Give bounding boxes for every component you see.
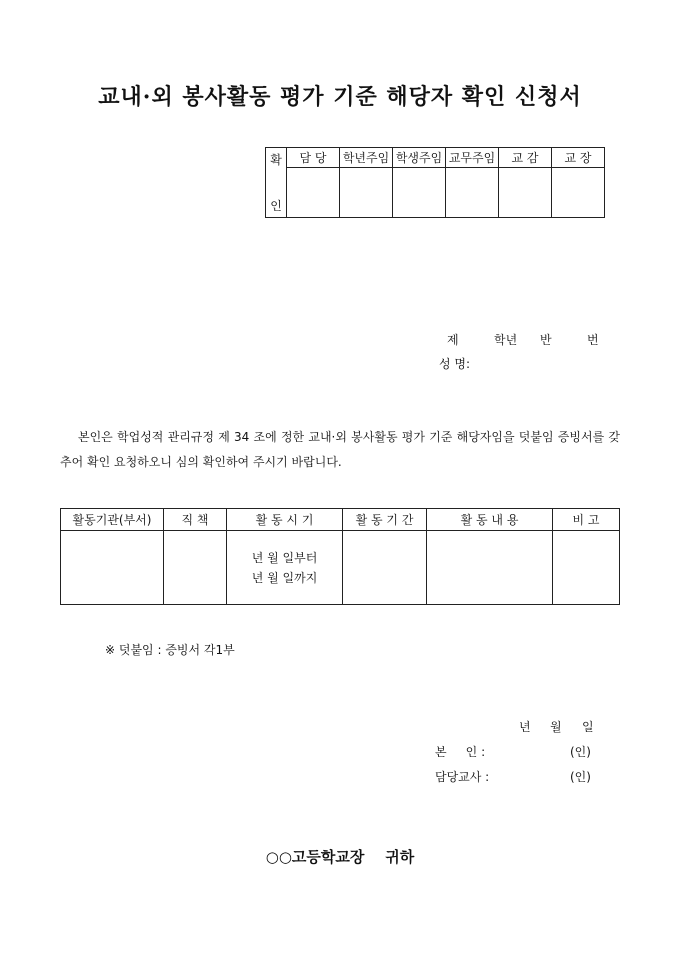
teacher-label: 담당교사 : [435,770,490,784]
approval-header-grade-head: 학년주임 [340,148,393,168]
activity-cell-org[interactable] [61,531,164,605]
period-to: 년 월 일까지 [251,570,318,585]
activity-header-content: 활 동 내 용 [427,509,553,531]
approval-sign-principal[interactable] [552,168,605,218]
activity-header-duration: 활 동 기 간 [343,509,427,531]
teacher-seal: (인) [570,770,591,784]
approval-header-student-head: 학생주임 [393,148,446,168]
applicant-seal: (인) [570,745,591,759]
approval-label-top: 확 [270,153,282,167]
approval-header-academic-head: 교무주임 [446,148,499,168]
activity-cell-position[interactable] [164,531,227,605]
activity-header-period: 활 동 시 기 [227,509,343,531]
name-label: 성 명: [439,357,471,371]
activity-header-remarks: 비 고 [553,509,620,531]
class-label: 반 [540,333,552,347]
request-paragraph: 본인은 학업성적 관리규정 제 34 조에 정한 교내·외 봉사활동 평가 기준 해당자임을 덧붙임 증빙서를 갖추어 확인 요청하오니 심의 확인하여 주시기 바랍니다. [60,430,620,469]
approval-table [265,147,605,218]
activity-cell-content[interactable] [427,531,553,605]
recipient: ○○고등학교장 귀하 [265,848,415,866]
period-from: 년 월 일부터 [251,550,318,565]
approval-sign-grade-head[interactable] [340,168,393,218]
approval-sign-student-head[interactable] [393,168,446,218]
grade-label: 학년 [494,333,518,347]
date-day-label: 일 [582,720,594,734]
activity-header-org: 활동기관(부서) [61,509,164,531]
approval-label-bottom: 인 [270,199,282,213]
attachment-note: ※ 덧붙임 : 증빙서 각1부 [105,643,235,657]
number-label: 번 [587,333,599,347]
applicant-label: 본 인 : [435,745,486,759]
approval-sign-vice-principal[interactable] [499,168,552,218]
activity-cell-period[interactable] [227,531,343,605]
approval-header-principal: 교 장 [552,148,605,168]
approval-header-staff: 담 당 [287,148,340,168]
date-year-label: 년 [519,720,531,734]
activity-cell-duration[interactable] [343,531,427,605]
approval-sign-staff[interactable] [287,168,340,218]
approval-label-cell [266,148,287,218]
approval-header-vice-principal: 교 감 [499,148,552,168]
activity-table [60,508,620,605]
document-title: 교내·외 봉사활동 평가 기준 해당자 확인 신청서 [98,84,582,110]
date-month-label: 월 [550,720,562,734]
grade-prefix: 제 [447,333,459,347]
activity-cell-remarks[interactable] [553,531,620,605]
activity-header-position: 직 책 [164,509,227,531]
approval-sign-academic-head[interactable] [446,168,499,218]
